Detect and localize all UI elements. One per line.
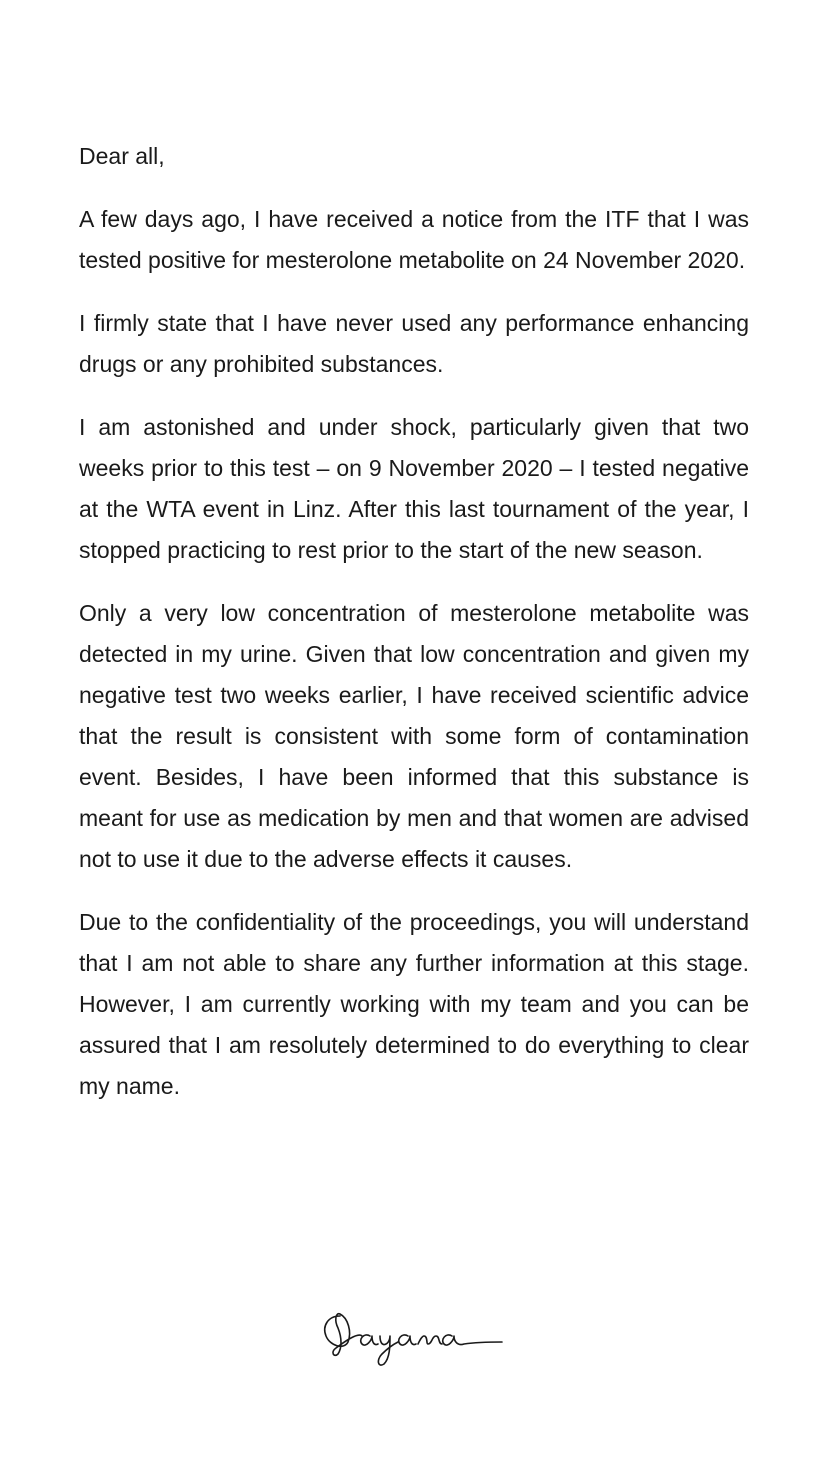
paragraph-linz-test: I am astonished and under shock, particularly given that two weeks prior to this test – on 9 November 2020 – I tested negative at the WTA event in Linz. After this last tournament of the year, I stopped practicing to rest prior to the start of the new season.	[79, 414, 749, 563]
paragraph-denial: I firmly state that I have never used any performance enhancing drugs or any prohibited substances.	[79, 310, 749, 377]
paragraph-contamination: Only a very low concentration of mesterolone metabolite was detected in my urine. Given that low concentration and given my negative test two weeks earlier, I have received scientific advice that the result is consistent with some form of contamination event. Besides, I have been informed that this substance is meant for use as medication by men and that women are advised not to use it due to the adverse effects it causes.	[79, 600, 749, 872]
greeting: Dear all,	[79, 143, 165, 169]
handwritten-signature	[318, 1302, 508, 1372]
letter-body	[79, 136, 749, 1129]
paragraph-confidentiality: Due to the confidentiality of the proceedings, you will understand that I am not able to share any further information at this stage. However, I am currently working with my team and you can be assured that I am resolutely determined to do everything to clear my name.	[79, 909, 749, 1099]
paragraph-itf-notice: A few days ago, I have received a notice from the ITF that I was tested positive for mesterolone metabolite on 24 November 2020.	[79, 206, 749, 273]
